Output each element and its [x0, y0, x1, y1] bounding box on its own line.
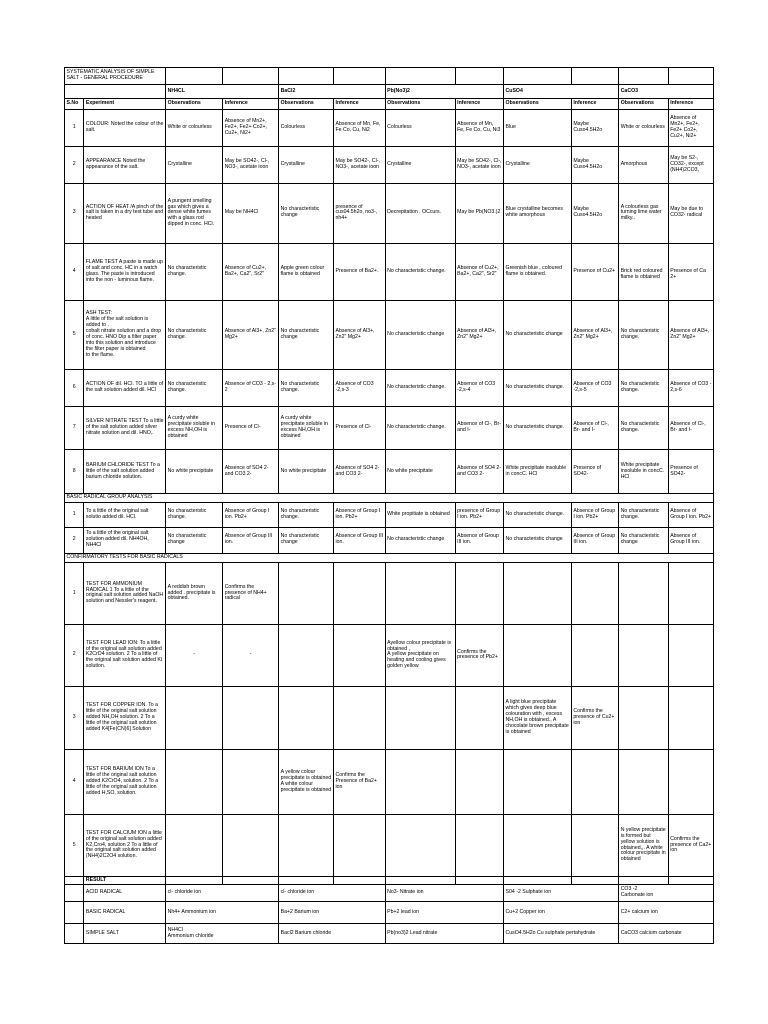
table-cell: A pungent smelling gas which gives a dense white fumes with a glass rod dipped in conc. HCl.: [166, 183, 223, 243]
table-cell: Absence of CO3 - 2,s-2: [223, 370, 279, 407]
table-cell: No characteristic change.: [619, 300, 669, 370]
table-cell: TEST FOR LEAD ION: To a little of the original salt solution added K2CrO4 solution. 2 To a little of the original salt solution added KI solution.: [84, 625, 166, 686]
table-cell: White or colourless: [619, 109, 669, 146]
table-cell: Presence of Ca 2+: [668, 244, 713, 300]
table-cell: S.No: [65, 98, 84, 109]
table-cell: No characteristic change: [279, 527, 334, 553]
table-cell: S04 -2 Sulphate ion: [504, 885, 619, 901]
table-cell: [385, 877, 455, 885]
table-cell: [571, 68, 618, 85]
table-cell: [385, 562, 455, 624]
table-cell: Ba+2 Barium ion: [279, 901, 386, 924]
table-cell: Observations: [619, 98, 669, 109]
table-cell: Absence of Mn, Fe, Fe Co, Cu, Ni3: [455, 109, 503, 146]
table-row: [65, 750, 714, 815]
table-cell: No characteristic change: [385, 300, 455, 370]
table-cell: To a little of the original salt solution added dil. NH4OH, NH4Cl: [84, 527, 166, 553]
table-cell: May be SO42-, Cl-, NO3-, acetate ioon: [223, 146, 279, 183]
table-row: [65, 503, 714, 528]
table-cell: [668, 68, 713, 85]
table-cell: [668, 686, 713, 750]
table-cell: 5: [65, 814, 84, 876]
table-cell: Presence of Ba2+.: [334, 244, 386, 300]
table-cell: Pb(no3)2 Lead nitrate: [385, 924, 503, 944]
table-cell: -: [223, 625, 279, 686]
table-row: [65, 450, 714, 494]
table-cell: 2: [65, 527, 84, 553]
table-cell: Absence of CO3 - 2,s-6: [668, 370, 713, 407]
table-cell: No characteristic change.: [619, 503, 669, 528]
table-cell: Absence of Al3+, Zn2" Mg2+: [455, 300, 503, 370]
table-cell: [455, 562, 503, 624]
table-cell: Maybe Cuso4.5H2o: [571, 146, 618, 183]
table-cell: CusO4.5H2o Cu sulphate pertahydrate: [504, 924, 619, 944]
table-cell: [619, 877, 669, 885]
table-row: [65, 244, 714, 300]
table-cell: CuSO4: [504, 85, 619, 98]
table-cell: 2: [65, 625, 84, 686]
table-cell: No characteristic change.: [279, 370, 334, 407]
table-cell: [619, 562, 669, 624]
table-cell: 6: [65, 370, 84, 407]
table-cell: Pb+2 lead ion: [385, 901, 503, 924]
table-cell: [279, 686, 334, 750]
table-cell: Absence of Group III ion.: [571, 527, 618, 553]
table-row: [65, 68, 714, 85]
table-cell: BASIC RADICAL GROUP ANALYSIS: [65, 494, 714, 503]
table-cell: NH4Cl Ammonium chloride: [166, 924, 279, 944]
table-cell: No characteristic change: [279, 300, 334, 370]
table-cell: Cu+2 Copper ion: [504, 901, 619, 924]
table-cell: Bacl2 Barium chloride: [279, 924, 386, 944]
table-cell: [279, 625, 334, 686]
table-cell: Absence of Group III ion.: [223, 527, 279, 553]
table-cell: Nh4+ Ammonium ion: [166, 901, 279, 924]
table-cell: Pb(No3)2: [385, 85, 503, 98]
table-cell: Absence of Mn2+, Fe2+, Fe2+ Co2+, Cu2+, Ni2+: [223, 109, 279, 146]
table-cell: [668, 877, 713, 885]
table-cell: [65, 877, 84, 885]
table-cell: No3- Nitrate ion: [385, 885, 503, 901]
table-cell: Absence of Group I ion. Pb2+: [223, 503, 279, 528]
table-cell: A light blue precipitate which gives deep blue colouration with , excess NH,OH is obtained., A chocolate brown precipitate is obtained: [504, 686, 572, 750]
table-cell: TEST FOR BARIUM ION To a little of the original salt solution added K2CrO4, solution. 2 To a little of the original salt solution added H,SO, solution.: [84, 750, 166, 815]
table-cell: [279, 68, 334, 85]
table-cell: Inference: [334, 98, 386, 109]
table-cell: No characteristic change.: [504, 503, 572, 528]
table-cell: APPEARANCE Noted the appearance of the salt.: [84, 146, 166, 183]
table-cell: [166, 814, 223, 876]
table-cell: No white precipitate: [166, 450, 223, 494]
table-cell: 8: [65, 450, 84, 494]
table-cell: Greenish blue , coloured flame is obtained.: [504, 244, 572, 300]
table-cell: No characteristic change: [385, 527, 455, 553]
table-cell: No characteristic change.: [279, 503, 334, 528]
table-cell: Presence of SO42-: [571, 450, 618, 494]
table-cell: Absence of Al3+, Zn2" Mg2+: [334, 300, 386, 370]
table-cell: [223, 750, 279, 815]
table-cell: Absence of Group I ion. Pb2+: [334, 503, 386, 528]
table-cell: [279, 562, 334, 624]
table-cell: [223, 686, 279, 750]
table-row: [65, 85, 714, 98]
table-cell: No characteristic change: [619, 527, 669, 553]
table-cell: [334, 686, 386, 750]
table-cell: N yellow precipitate is formed but yellow solution is obtained,,. A white colour precipitate in obtained: [619, 814, 669, 876]
table-cell: [65, 885, 84, 901]
table-cell: Crystalline: [504, 146, 572, 183]
table-row: [65, 562, 714, 624]
table-cell: No characteristic change.: [619, 370, 669, 407]
table-row: [65, 814, 714, 876]
table-cell: BaCl2: [279, 85, 386, 98]
table-cell: White precipitate insoluble in concC. HCl: [619, 450, 669, 494]
table-cell: [334, 625, 386, 686]
table-cell: Absence of Cu2+, Ba2+, Ca2", Sr2": [455, 244, 503, 300]
table-cell: BASIC RADICAL: [84, 901, 166, 924]
table-cell: ASH TEST: A little of the salt solution is added to . cobalt nitrate solution and a drop of conc. HNO Dip a filter paper into this solution and introduce the filter paper is obtained to the flame.: [84, 300, 166, 370]
table-cell: [455, 686, 503, 750]
table-cell: [668, 750, 713, 815]
table-row: [65, 183, 714, 243]
table-cell: -: [166, 625, 223, 686]
table-cell: May be NH4Cl: [223, 183, 279, 243]
table-cell: [619, 625, 669, 686]
table-cell: [334, 814, 386, 876]
table-cell: [279, 877, 334, 885]
table-cell: 1: [65, 562, 84, 624]
table-cell: No characteristic change.: [166, 300, 223, 370]
table-cell: Apple green colour flame is obtained: [279, 244, 334, 300]
table-cell: CaCO3: [619, 85, 714, 98]
table-cell: Experiment: [84, 98, 166, 109]
table-cell: [65, 85, 166, 98]
table-cell: To a little of the original salt solutio added dil. HCl.: [84, 503, 166, 528]
table-cell: Presence of SO42-: [668, 450, 713, 494]
table-cell: Absence of Al3+, Zn2" Mg2+: [668, 300, 713, 370]
table-cell: Absence of Al3+, Zn2" Mg2+: [571, 300, 618, 370]
table-cell: [504, 68, 572, 85]
table-row: [65, 407, 714, 450]
table-cell: [455, 68, 503, 85]
table-cell: TEST FOR COPPER ION. To a little of the original salt solution added NH,OH solution. 2 To a little of the original salt solution added K4[Fe(CN)6] Solution: [84, 686, 166, 750]
table-row: [65, 686, 714, 750]
table-cell: NH4CL: [166, 85, 279, 98]
table-cell: ACTION OF HEAT /A pinch of the salt is taken in a dry test tube and heated: [84, 183, 166, 243]
table-cell: [166, 68, 223, 85]
table-cell: May be due to CO32- radical: [668, 183, 713, 243]
table-cell: presence of Group I ion. Pb2+: [455, 503, 503, 528]
table-cell: [619, 750, 669, 815]
table-cell: Absence of Mn2+, Fe2+, Fe2+ Co2+, Cu2+, Ni2+: [668, 109, 713, 146]
table-cell: SILVER NITRATE TEST To a little of the salt solution added silver nitrate solution and dil. HNO,.: [84, 407, 166, 450]
table-cell: Inference: [668, 98, 713, 109]
table-cell: 1: [65, 503, 84, 528]
table-cell: No characteristic change.: [619, 407, 669, 450]
table-cell: cl- chloride ion: [166, 885, 279, 901]
table-cell: Absence of CO3 -2,s-5: [571, 370, 618, 407]
table-cell: No characteristic change.: [166, 370, 223, 407]
table-cell: Absence of Cl-, Br- and I-: [571, 407, 618, 450]
table-cell: Observations: [166, 98, 223, 109]
table-row: [65, 885, 714, 901]
table-cell: Observations: [385, 98, 455, 109]
table-cell: Presence of Cl-: [334, 407, 386, 450]
table-cell: May be S2-, CO32-, except (NH4)2CO3,: [668, 146, 713, 183]
table-cell: White propitiate is obtained: [385, 503, 455, 528]
table-cell: Absence of SO4 2- and CO3 2-: [455, 450, 503, 494]
table-cell: [571, 562, 618, 624]
table-cell: RESULT: [84, 877, 166, 885]
table-cell: No characteristic change.: [166, 244, 223, 300]
table-cell: [65, 924, 84, 944]
table-cell: Blue: [504, 109, 572, 146]
table-cell: 3: [65, 686, 84, 750]
table-cell: Absence of Cl-, Br- and I-: [668, 407, 713, 450]
table-cell: No characteristic change: [279, 183, 334, 243]
table-cell: Absence of Al3+, Zn2" Mg2+: [223, 300, 279, 370]
table-cell: [166, 877, 223, 885]
table-cell: May be SO42-, Cl-, NO3-, acetate ioon: [455, 146, 503, 183]
table-cell: May be SO42-, Cl-, NO3-, acetate ioon: [334, 146, 386, 183]
table-cell: Absence of Cu2+, Ba2+, Ca2", Sr2": [223, 244, 279, 300]
table-cell: [571, 750, 618, 815]
table-cell: No white precipitate: [279, 450, 334, 494]
table-cell: Maybe Cuso4.5H2o: [571, 183, 618, 243]
table-cell: No characteristic change: [504, 300, 572, 370]
table-cell: Observations: [504, 98, 572, 109]
table-cell: [619, 686, 669, 750]
table-cell: Crystalline: [166, 146, 223, 183]
table-cell: Confirms the presence of NH4+ radical: [223, 562, 279, 624]
table-row: [65, 98, 714, 109]
table-cell: [166, 750, 223, 815]
table-cell: [385, 750, 455, 815]
table-cell: 4: [65, 244, 84, 300]
table-cell: ACTION OF dil. HCI. TO a little of the salt solution added dil. HCl: [84, 370, 166, 407]
table-row: [65, 494, 714, 503]
table-cell: 7: [65, 407, 84, 450]
table-cell: [334, 68, 386, 85]
table-cell: [571, 625, 618, 686]
table-cell: Confirms the Presence of Ba2+ ion: [334, 750, 386, 815]
table-cell: No characteristic change.: [166, 503, 223, 528]
table-row: [65, 924, 714, 944]
table-cell: Ayellow colour precipitate is obtained , A yellow precipitate on heating and cooling gives golden yellow: [385, 625, 455, 686]
table-cell: Colourless: [279, 109, 334, 146]
table-cell: Absence of Group I ion. Pb2+: [668, 503, 713, 528]
table-cell: BARIUM CHLORIDE TEST To a little of the salt solution added barium chloride solution.: [84, 450, 166, 494]
table-cell: A reddish brown added . precipitate is obtained.: [166, 562, 223, 624]
table-row: [65, 625, 714, 686]
table-cell: [619, 68, 669, 85]
table-cell: SYSTEMATIC ANALYSIS OF SIMPLE SALT - GENERAL PROCEDURE: [65, 68, 166, 85]
table-cell: [504, 625, 572, 686]
table-cell: [571, 877, 618, 885]
table-cell: FLAME TEST A paste is made up of salt and conc. HC in a watch glass. The paste is introduced into the non - luminous flame.: [84, 244, 166, 300]
table-cell: [385, 68, 455, 85]
table-cell: [223, 877, 279, 885]
table-cell: [571, 814, 618, 876]
table-cell: [455, 877, 503, 885]
table-cell: Presence of Cl-: [223, 407, 279, 450]
table-cell: Decrepitation . OCcurs.: [385, 183, 455, 243]
table-cell: Absence of Group III ion.: [455, 527, 503, 553]
table-row: [65, 109, 714, 146]
table-cell: Inference: [455, 98, 503, 109]
table-cell: A yellow colour precipitate is obtained A white colour precipitate is obtained: [279, 750, 334, 815]
table-cell: Colourless: [385, 109, 455, 146]
table-cell: CO3 -2 Carbonate ion: [619, 885, 714, 901]
table-row: [65, 146, 714, 183]
table-cell: [455, 750, 503, 815]
table-cell: Maybe Cuso4.5H2o: [571, 109, 618, 146]
table-cell: 1: [65, 109, 84, 146]
table-cell: Absence of Mn, Fe, Fe Co, Cu, Ni2: [334, 109, 386, 146]
table-cell: 3: [65, 183, 84, 243]
table-cell: [65, 901, 84, 924]
table-cell: cl- chloride ion: [279, 885, 386, 901]
table-cell: Absence of Group I ion. Pb2+: [571, 503, 618, 528]
table-cell: [385, 686, 455, 750]
table-cell: No characteristic change.: [504, 407, 572, 450]
table-cell: Confirms the presence of Cu2+ ion: [571, 686, 618, 750]
table-cell: [504, 562, 572, 624]
table-cell: TEST FOR AMMONIUM RADICAL 1 To a little of the original salt solution added NaOH solution and Nessler's reagent.: [84, 562, 166, 624]
table-cell: [334, 877, 386, 885]
table-cell: [504, 750, 572, 815]
table-cell: 2: [65, 146, 84, 183]
salt-analysis-table: [64, 67, 714, 944]
table-cell: Inference: [223, 98, 279, 109]
table-cell: CaCO3 calcium carbonate: [619, 924, 714, 944]
table-row: [65, 553, 714, 562]
table-cell: Amorphous: [619, 146, 669, 183]
table-cell: A curdy white precipitate soluble in excess NH,OH is obtained: [279, 407, 334, 450]
table-row: [65, 370, 714, 407]
table-cell: Absence of Group III ion.: [668, 527, 713, 553]
table-cell: COLOUR: Noted the colour of the salt.: [84, 109, 166, 146]
table-cell: White precipitate insoluble in concC. HCl: [504, 450, 572, 494]
table-cell: [334, 562, 386, 624]
table-cell: Crystalline: [279, 146, 334, 183]
table-cell: [223, 814, 279, 876]
table-cell: [166, 686, 223, 750]
table-cell: Presence of Cu2+: [571, 244, 618, 300]
table-cell: A colourless gas turning lime water milky..: [619, 183, 669, 243]
table-cell: Brick red coloured flame is obtained: [619, 244, 669, 300]
table-row: [65, 901, 714, 924]
table-cell: Confirms the presence of Ca2+ ion: [668, 814, 713, 876]
table-cell: No characteristic change.: [504, 370, 572, 407]
table-cell: presence of cus04.5h2o, no3-, nh4+: [334, 183, 386, 243]
table-cell: 5: [65, 300, 84, 370]
table-cell: Absence of SO4 2- and CO3 2-: [334, 450, 386, 494]
table-cell: C2+ calcium ion: [619, 901, 714, 924]
table-cell: Observations: [279, 98, 334, 109]
table-cell: TEST FOR CALCIUM ION a little of the original salt solution added K2,Cro4, solution 2 To a little of the original salt solution added (NH4)2C2O4 solution.: [84, 814, 166, 876]
table-cell: No characteristic change: [504, 527, 572, 553]
table-cell: Inference: [571, 98, 618, 109]
table-cell: No characteristic change.: [385, 407, 455, 450]
table-cell: [504, 877, 572, 885]
table-cell: Blue crystalline becomes white amorphous: [504, 183, 572, 243]
table-cell: May be Pb(NO3.)2: [455, 183, 503, 243]
table-cell: 4: [65, 750, 84, 815]
table-row: [65, 300, 714, 370]
table-cell: Absence of Group III ion.: [334, 527, 386, 553]
table-cell: A curdy white precipitate soluble in excess NH,OH is obtained: [166, 407, 223, 450]
table-cell: [279, 814, 334, 876]
table-cell: ACID RADICAL: [84, 885, 166, 901]
table-cell: [223, 68, 279, 85]
table-cell: [385, 814, 455, 876]
table-cell: No characteristic change.: [385, 244, 455, 300]
table-cell: CONFIRMATORY TESTS FOR BASIC RADICALS: [65, 553, 714, 562]
table-cell: [668, 625, 713, 686]
table-cell: No white precipitate: [385, 450, 455, 494]
table-cell: Crystalline: [385, 146, 455, 183]
table-cell: [455, 814, 503, 876]
table-cell: [668, 562, 713, 624]
table-cell: No characteristic change: [166, 527, 223, 553]
table-cell: [504, 814, 572, 876]
table-cell: SIMPLE SALT: [84, 924, 166, 944]
table-cell: No characteristic change.: [385, 370, 455, 407]
table-cell: Absence of Cl-, Br- and I-: [455, 407, 503, 450]
table-row: [65, 527, 714, 553]
table-cell: Confirms the presence of Pb2+: [455, 625, 503, 686]
table-cell: Absence of CO3 -2,s-3: [334, 370, 386, 407]
table-cell: White or colourless: [166, 109, 223, 146]
table-cell: Absence of CO3 -2,s-4: [455, 370, 503, 407]
table-cell: Absence of SO4 2- and CO3 2-: [223, 450, 279, 494]
table-row: [65, 877, 714, 885]
